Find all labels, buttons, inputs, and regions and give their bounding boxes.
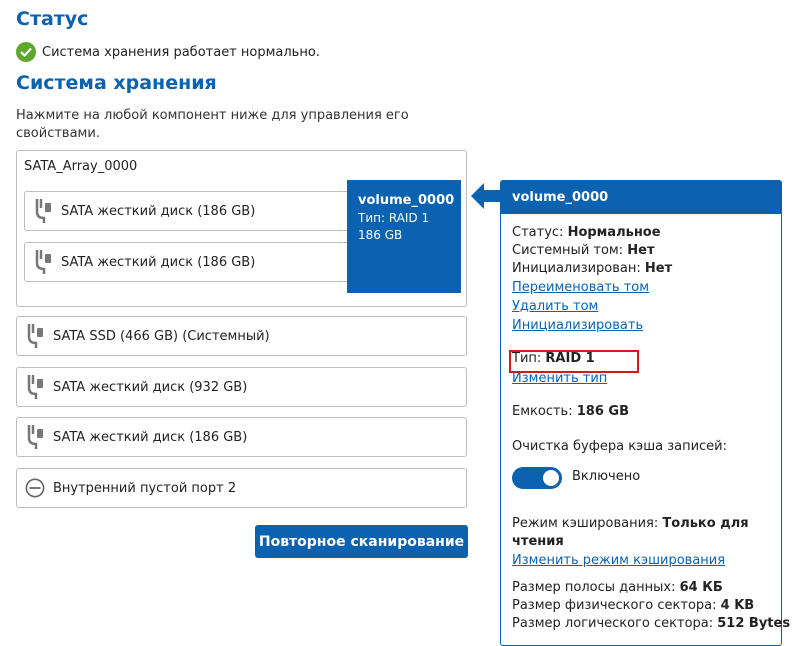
- volume-size: 186 GB: [358, 228, 403, 242]
- storage-hint: Нажмите на любой компонент ниже для управления его свойствами.: [16, 108, 409, 141]
- cache-mode-row-cont: чтения: [512, 534, 564, 549]
- disk-label: SATA жесткий диск (186 GB): [61, 203, 256, 219]
- device-ssd[interactable]: [16, 316, 467, 356]
- volume-properties-panel: [500, 180, 791, 646]
- array-name: SATA_Array_0000: [24, 159, 138, 174]
- toggle-knob: [543, 470, 559, 486]
- capacity-row: Емкость: 186 GB: [512, 404, 629, 419]
- pointer-arrow-icon: [471, 180, 501, 212]
- volume-tile[interactable]: [347, 180, 461, 293]
- sata-connector-icon: [33, 197, 53, 225]
- status-message: Система хранения работает нормально.: [42, 44, 320, 60]
- cache-mode-row: Режим кэширования: Только для: [512, 516, 749, 531]
- status-line: [16, 42, 320, 62]
- cache-flush-label: Очистка буфера кэша записей:: [512, 439, 727, 454]
- cache-flush-state: Включено: [572, 469, 641, 484]
- device-label: Внутренний пустой порт 2: [53, 480, 237, 496]
- device-label: SATA жесткий диск (932 GB): [53, 379, 248, 395]
- device-hdd-932[interactable]: [16, 367, 467, 407]
- storage-title: Система хранения: [16, 72, 217, 94]
- sata-connector-icon: [25, 423, 45, 451]
- panel-title: volume_0000: [501, 181, 781, 214]
- rename-volume-link[interactable]: Переименовать том: [512, 280, 650, 295]
- initialized-row: Инициализирован: Нет: [512, 261, 673, 276]
- device-hdd-186[interactable]: [16, 417, 467, 457]
- device-label: SATA жесткий диск (186 GB): [53, 429, 248, 445]
- status-title: Статус: [16, 8, 89, 30]
- check-icon: [16, 42, 36, 62]
- device-label: SATA SSD (466 GB) (Системный): [53, 328, 270, 344]
- device-empty-port[interactable]: [16, 468, 467, 508]
- change-cache-mode-link[interactable]: Изменить режим кэширования: [512, 553, 726, 568]
- empty-port-icon: [25, 474, 45, 502]
- initialize-link[interactable]: Инициализировать: [512, 318, 644, 333]
- rescan-button[interactable]: Повторное сканирование: [255, 525, 468, 558]
- stripe-size-row: Размер полосы данных: 64 КБ: [512, 580, 723, 595]
- delete-volume-link[interactable]: Удалить том: [512, 299, 599, 314]
- volume-name: volume_0000: [358, 193, 455, 208]
- system-volume-row: Системный том: Нет: [512, 243, 655, 258]
- array-disk-1[interactable]: [24, 191, 350, 231]
- phys-sector-row: Размер физического сектора: 4 KB: [512, 598, 755, 613]
- log-sector-row: Размер логического сектора: 512 Bytes: [512, 616, 791, 631]
- type-row: Тип: RAID 1: [512, 351, 595, 366]
- change-type-link[interactable]: Изменить тип: [512, 371, 608, 386]
- sata-connector-icon: [25, 373, 45, 401]
- status-row: Статус: Нормальное: [512, 225, 661, 240]
- sata-connector-icon: [33, 248, 53, 276]
- sata-connector-icon: [25, 322, 45, 350]
- volume-type: Тип: RAID 1: [358, 211, 430, 225]
- array-disk-2[interactable]: [24, 242, 350, 282]
- disk-label: SATA жесткий диск (186 GB): [61, 254, 256, 270]
- cache-flush-toggle[interactable]: [512, 467, 562, 489]
